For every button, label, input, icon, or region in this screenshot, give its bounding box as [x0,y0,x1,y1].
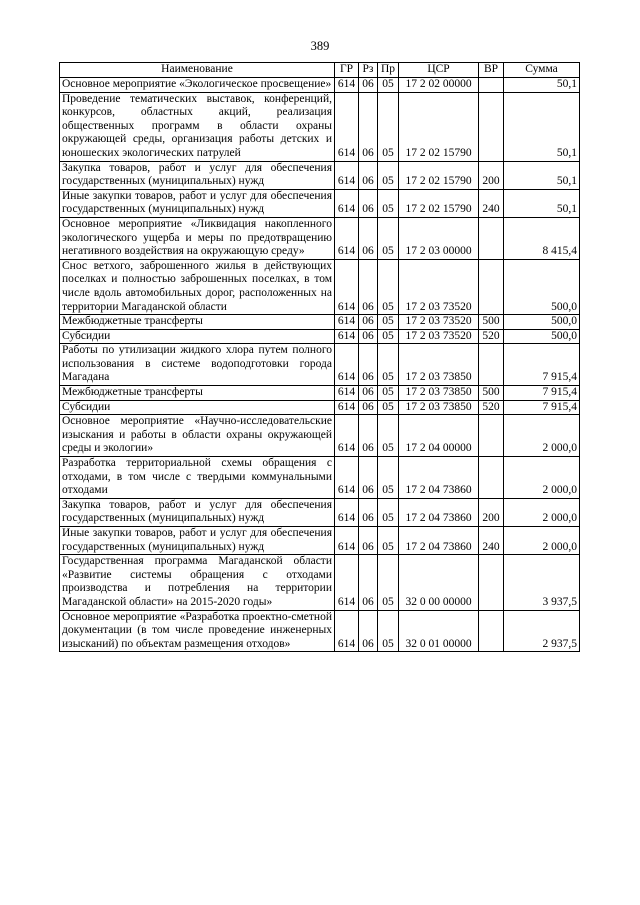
cell-csr: 32 0 01 00000 [399,610,479,652]
table-row [60,415,580,457]
cell-rz: 06 [359,217,378,259]
cell-sum: 50,1 [504,92,580,161]
table-row [60,610,580,652]
cell-vr: 200 [479,161,504,189]
cell-rz: 06 [359,329,378,344]
cell-csr: 17 2 02 15790 [399,161,479,189]
cell-gr: 614 [335,161,359,189]
cell-gr: 614 [335,498,359,526]
cell-gr: 614 [335,259,359,314]
header-csr: ЦСР [399,63,479,78]
cell-csr: 17 2 04 73860 [399,457,479,499]
header-sum: Сумма [504,63,580,78]
cell-name: Работы по утилизации жидкого хлора путем полного использования в системе водоподготовки города Магадана [60,344,335,386]
cell-pr: 05 [378,329,399,344]
cell-name: Закупка товаров, работ и услуг для обеспечения государственных (муниципальных) нужд [60,161,335,189]
cell-pr: 05 [378,315,399,330]
cell-name: Основное мероприятие «Разработка проектно-сметной документации (в том числе проведение инженерных изысканий) по объектам размещения отходов» [60,610,335,652]
cell-vr [479,555,504,610]
cell-name: Снос ветхого, заброшенного жилья в действующих поселках и полностью заброшенных поселках, в том числе вдоль автомобильных дорог, расположенных на территории Магаданской области [60,259,335,314]
table-row [60,400,580,415]
header-pr: Пр [378,63,399,78]
cell-gr: 614 [335,527,359,555]
cell-rz: 06 [359,344,378,386]
table-row [60,498,580,526]
cell-sum: 3 937,5 [504,555,580,610]
cell-sum: 8 415,4 [504,217,580,259]
table-row [60,315,580,330]
cell-gr: 614 [335,329,359,344]
cell-rz: 06 [359,161,378,189]
cell-csr: 17 2 02 15790 [399,189,479,217]
cell-rz: 06 [359,386,378,401]
table-row [60,161,580,189]
cell-csr: 32 0 00 00000 [399,555,479,610]
cell-vr: 240 [479,527,504,555]
cell-name: Иные закупки товаров, работ и услуг для обеспечения государственных (муниципальных) нужд [60,189,335,217]
cell-sum: 2 937,5 [504,610,580,652]
cell-rz: 06 [359,555,378,610]
cell-pr: 05 [378,415,399,457]
cell-gr: 614 [335,189,359,217]
cell-csr: 17 2 02 00000 [399,78,479,93]
cell-gr: 614 [335,217,359,259]
cell-gr: 614 [335,555,359,610]
cell-sum: 7 915,4 [504,386,580,401]
table-row [60,259,580,314]
page-number: 389 [310,39,330,53]
cell-name: Субсидии [60,400,335,415]
cell-sum: 7 915,4 [504,344,580,386]
table-row [60,329,580,344]
cell-csr: 17 2 02 15790 [399,92,479,161]
cell-csr: 17 2 03 73850 [399,344,479,386]
cell-sum: 500,0 [504,329,580,344]
cell-vr: 200 [479,498,504,526]
cell-sum: 2 000,0 [504,457,580,499]
cell-rz: 06 [359,527,378,555]
cell-name: Межбюджетные трансферты [60,315,335,330]
cell-name: Межбюджетные трансферты [60,386,335,401]
cell-gr: 614 [335,610,359,652]
cell-rz: 06 [359,92,378,161]
cell-csr: 17 2 03 73520 [399,329,479,344]
cell-pr: 05 [378,217,399,259]
table-row [60,457,580,499]
cell-name: Основное мероприятие «Научно-исследовательские изыскания и работы в области охраны окружающей среды и экологии» [60,415,335,457]
cell-pr: 05 [378,555,399,610]
cell-sum: 2 000,0 [504,498,580,526]
cell-pr: 05 [378,457,399,499]
cell-sum: 500,0 [504,315,580,330]
cell-sum: 2 000,0 [504,415,580,457]
cell-pr: 05 [378,498,399,526]
cell-rz: 06 [359,259,378,314]
budget-table [59,62,580,652]
cell-vr: 520 [479,400,504,415]
cell-name: Основное мероприятие «Ликвидация накопленного экологического ущерба и меры по предотвращению негативного воздействия на окружающую среду» [60,217,335,259]
cell-name: Иные закупки товаров, работ и услуг для обеспечения государственных (муниципальных) нужд [60,527,335,555]
cell-sum: 2 000,0 [504,527,580,555]
table-row [60,555,580,610]
cell-csr: 17 2 03 73520 [399,259,479,314]
table-row [60,386,580,401]
cell-rz: 06 [359,315,378,330]
cell-pr: 05 [378,527,399,555]
cell-vr [479,344,504,386]
cell-gr: 614 [335,78,359,93]
cell-vr: 520 [479,329,504,344]
header-gr: ГР [335,63,359,78]
cell-gr: 614 [335,400,359,415]
cell-sum: 50,1 [504,78,580,93]
header-rz: Рз [359,63,378,78]
table-row [60,344,580,386]
cell-csr: 17 2 04 73860 [399,527,479,555]
cell-gr: 614 [335,386,359,401]
cell-pr: 05 [378,400,399,415]
table-row [60,78,580,93]
cell-sum: 50,1 [504,189,580,217]
cell-vr [479,217,504,259]
cell-vr: 500 [479,386,504,401]
cell-vr: 500 [479,315,504,330]
cell-csr: 17 2 03 00000 [399,217,479,259]
cell-vr [479,610,504,652]
cell-rz: 06 [359,400,378,415]
cell-gr: 614 [335,315,359,330]
cell-rz: 06 [359,189,378,217]
cell-vr [479,92,504,161]
cell-pr: 05 [378,78,399,93]
cell-csr: 17 2 04 00000 [399,415,479,457]
cell-name: Государственная программа Магаданской области «Развитие системы обращения с отходами производства и потребления на территории Магаданской области» на 2015-2020 годы» [60,555,335,610]
cell-rz: 06 [359,415,378,457]
table-row [60,92,580,161]
cell-sum: 500,0 [504,259,580,314]
cell-pr: 05 [378,386,399,401]
cell-csr: 17 2 03 73520 [399,315,479,330]
table-row [60,217,580,259]
cell-pr: 05 [378,259,399,314]
cell-pr: 05 [378,344,399,386]
cell-sum: 50,1 [504,161,580,189]
table-header-row [60,63,580,78]
cell-name: Основное мероприятие «Экологическое просвещение» [60,78,335,93]
table-row [60,189,580,217]
cell-pr: 05 [378,92,399,161]
cell-vr [479,457,504,499]
cell-csr: 17 2 04 73860 [399,498,479,526]
cell-pr: 05 [378,161,399,189]
header-vr: ВР [479,63,504,78]
cell-sum: 7 915,4 [504,400,580,415]
cell-pr: 05 [378,610,399,652]
cell-name: Разработка территориальной схемы обращения с отходами, в том числе с твердыми коммунальными отходами [60,457,335,499]
cell-rz: 06 [359,610,378,652]
cell-gr: 614 [335,415,359,457]
cell-pr: 05 [378,189,399,217]
cell-gr: 614 [335,92,359,161]
cell-rz: 06 [359,457,378,499]
cell-name: Субсидии [60,329,335,344]
cell-vr [479,259,504,314]
cell-vr [479,78,504,93]
cell-gr: 614 [335,457,359,499]
cell-rz: 06 [359,78,378,93]
cell-name: Проведение тематических выставок, конференций, конкурсов, областных акций, реализация общественных программ в области охраны окружающей среды, организация работы детских и юношеских экологических патрулей [60,92,335,161]
table-row [60,527,580,555]
cell-vr: 240 [479,189,504,217]
cell-vr [479,415,504,457]
cell-rz: 06 [359,498,378,526]
cell-name: Закупка товаров, работ и услуг для обеспечения государственных (муниципальных) нужд [60,498,335,526]
cell-gr: 614 [335,344,359,386]
header-name: Наименование [60,63,335,78]
cell-csr: 17 2 03 73850 [399,386,479,401]
cell-csr: 17 2 03 73850 [399,400,479,415]
